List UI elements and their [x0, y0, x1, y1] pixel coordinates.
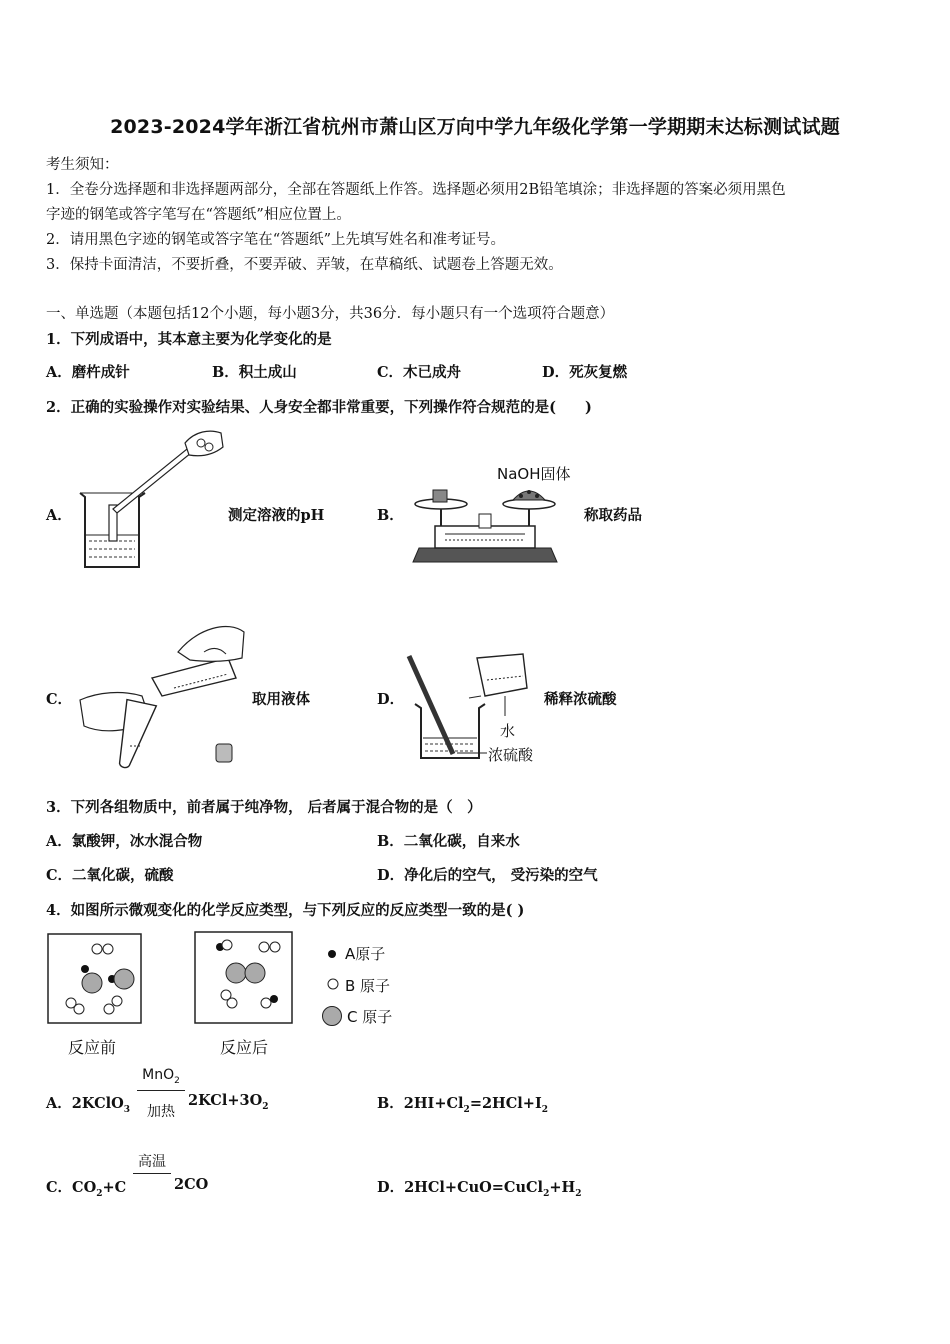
- legend-a-label: A原子: [345, 945, 386, 963]
- water-label: 水: [500, 722, 516, 740]
- q4-a-condition: 加热: [147, 1104, 175, 1120]
- q4-a-catalyst: MnO$_2$: [142, 1067, 180, 1086]
- legend-c-icon: [321, 1005, 343, 1027]
- legend-a-icon: [326, 948, 338, 960]
- q1-stem: 1．下列成语中，其本意主要为化学变化的是: [46, 331, 332, 348]
- legend-c-label: C 原子: [347, 1008, 393, 1026]
- q4-option-c[interactable]: C．$CO_2+C$: [46, 1179, 127, 1199]
- q2-stem: 2．正确的实验操作对实验结果、人身安全都非常重要，下列操作符合规范的是( ): [46, 399, 592, 416]
- q1-option-d[interactable]: D．死灰复燃: [542, 364, 628, 381]
- q2-option-c-caption: 取用液体: [252, 691, 310, 708]
- q3-option-b[interactable]: B．二氧化碳，自来水: [377, 833, 520, 850]
- notice-item: 字迹的钢笔或答字笔写在“答题纸”相应位置上。: [46, 207, 351, 223]
- before-label: 反应前: [68, 1038, 117, 1057]
- q1-option-c[interactable]: C．木已成舟: [377, 364, 462, 381]
- q4-a-left-sub: 3: [123, 1104, 131, 1115]
- notice-item: 2．请用黑色字迹的钢笔或答字笔在“答题纸”上先填写姓名和准考证号。: [46, 232, 506, 248]
- pour-liquid-figure: [78, 618, 248, 770]
- q4-a-letter: A．: [46, 1095, 72, 1112]
- q4-c-condition: 高温: [138, 1154, 166, 1170]
- ph-test-figure: [75, 425, 235, 575]
- notice-heading: 考生须知：: [46, 157, 119, 173]
- q2-option-d-caption: 稀释浓硫酸: [544, 691, 617, 708]
- q2-option-c-letter[interactable]: C．: [46, 691, 73, 708]
- page-title: 2023-2024学年浙江省杭州市萧山区万向中学九年级化学第一学期期末达标测试试题: [110, 116, 840, 138]
- q4-a-left: 2KClO: [71, 1095, 124, 1112]
- q2-option-a-caption: 测定溶液的pH: [228, 507, 325, 524]
- q4-option-b[interactable]: B．$2HI+Cl_2=2HCl+I_2$: [377, 1095, 548, 1115]
- q1-option-a[interactable]: A．磨杵成针: [46, 364, 130, 381]
- balance-figure: [405, 470, 565, 570]
- after-label: 反应后: [220, 1038, 269, 1057]
- reaction-after-box: [194, 931, 294, 1025]
- q4-option-a[interactable]: [46, 1092, 130, 1115]
- q2-option-b-caption: 称取药品: [584, 507, 642, 524]
- notice-item: 1．全卷分选择题和非选择题两部分，全部在答题纸上作答。选择题必须用2B铅笔填涂；非选择题的答案必须用黑色: [46, 182, 786, 198]
- legend-b-label: B 原子: [345, 977, 391, 995]
- q4-a-arrow-line: [137, 1090, 185, 1091]
- q3-stem: 3．下列各组物质中，前者属于纯净物， 后者属于混合物的是（ ）: [46, 799, 482, 816]
- naoh-label: NaOH固体: [497, 465, 571, 483]
- reaction-before-box: [47, 933, 143, 1025]
- q2-option-a-letter[interactable]: A．: [46, 507, 72, 524]
- legend-b-icon: [326, 977, 340, 991]
- q2-option-b-letter[interactable]: B．: [377, 507, 404, 524]
- q4-a-right: $2KCl+3O_2$: [188, 1092, 269, 1112]
- q4-option-d[interactable]: D．$2HCl+CuO=CuCl_2+H_2$: [377, 1179, 582, 1199]
- q2-option-d-letter[interactable]: D．: [377, 691, 405, 708]
- acid-label: 浓硫酸: [488, 746, 534, 764]
- section-heading: 一、单选题（本题包括12个小题，每小题3分，共36分．每小题只有一个选项符合题意）: [46, 306, 615, 322]
- q3-option-c[interactable]: C．二氧化碳，硫酸: [46, 867, 174, 884]
- q4-c-right: 2CO: [174, 1176, 209, 1193]
- notice-item: 3．保持卡面清洁，不要折叠，不要弄破、弄皱，在草稿纸、试题卷上答题无效。: [46, 257, 563, 273]
- q3-option-a[interactable]: A．氯酸钾，冰水混合物: [46, 833, 203, 850]
- q4-c-arrow-line: [133, 1173, 171, 1174]
- q3-option-d[interactable]: D．净化后的空气， 受污染的空气: [377, 867, 598, 884]
- q1-option-b[interactable]: B．积土成山: [212, 364, 297, 381]
- q4-stem: 4．如图所示微观变化的化学反应类型，与下列反应的反应类型一致的是( ): [46, 902, 525, 919]
